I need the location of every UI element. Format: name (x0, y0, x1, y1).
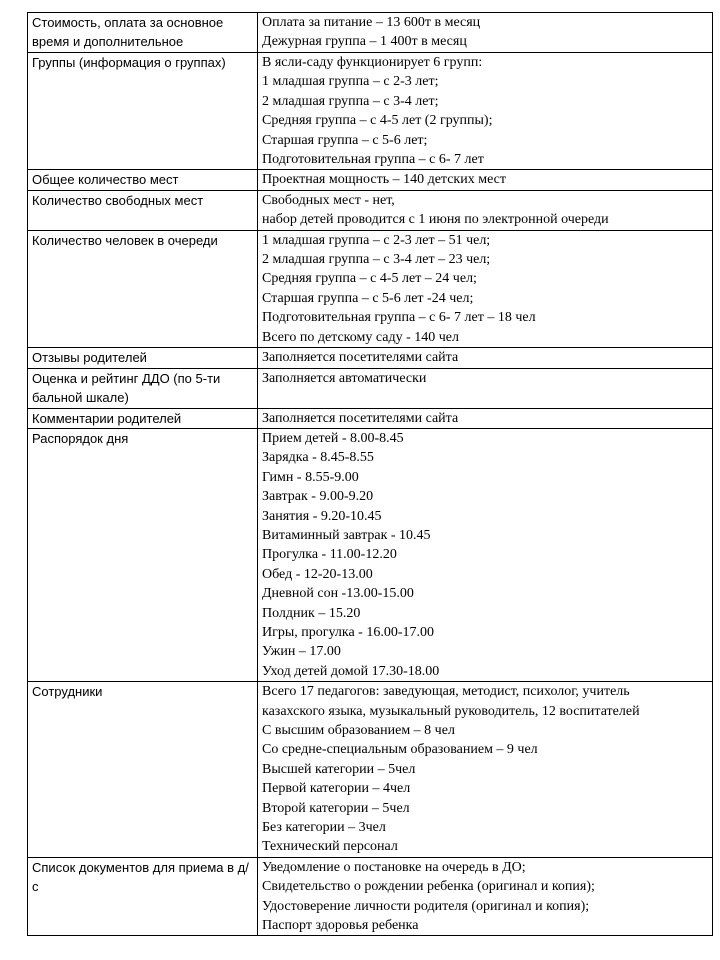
info-table (27, 12, 713, 936)
value-line: 2 младшая группа – с 3-4 лет; (262, 93, 439, 109)
value-line: С высшим образованием – 8 чел (262, 723, 455, 738)
value-line: Игры, прогулка - 16.00-17.00 (262, 624, 434, 640)
value-line: Полдник – 15.20 (262, 605, 361, 621)
value-line: Заполняется посетителями сайта (262, 350, 459, 366)
row-value (258, 170, 713, 190)
value-line: Средняя группа – с 4-5 лет (2 группы); (262, 113, 493, 129)
value-line: 1 младшая группа – с 2-3 лет – 51 чел; (262, 232, 491, 248)
value-line: Зарядка - 8.45-8.55 (262, 450, 374, 466)
value-line: Заполняется посетителями сайта (262, 410, 459, 426)
value-line: 1 младшая группа – с 2-3 лет; (262, 74, 439, 90)
row-value (258, 53, 713, 170)
table-row (28, 13, 713, 53)
row-value (258, 13, 713, 53)
table-row (28, 857, 713, 936)
row-label: Оценка и рейтинг ДДО (по 5-ти бальной шкале) (28, 368, 258, 408)
row-value (258, 857, 713, 936)
table-row (28, 408, 713, 428)
row-label: Количество свободных мест (28, 190, 258, 230)
value-line: Старшая группа – с 5-6 лет -24 чел; (262, 290, 474, 306)
value-line: Дневной сон -13.00-15.00 (262, 586, 414, 602)
row-value (258, 682, 713, 858)
value-line: Средняя группа – с 4-5 лет – 24 чел; (262, 271, 477, 287)
value-line: Уход детей домой 17.30-18.00 (262, 663, 440, 679)
row-label: Комментарии родителей (28, 408, 258, 428)
row-label: Стоимость, оплата за основное время и дополнительное (28, 13, 258, 53)
value-line: казахского языка, музыкальный руководитель, 12 воспитателей (262, 703, 640, 719)
value-line: Подготовительная группа – с 6- 7 лет (262, 152, 484, 168)
value-line: Подготовительная группа – с 6- 7 лет – 18 чел (262, 310, 536, 326)
value-line: Обед - 12-20-13.00 (262, 566, 373, 582)
value-line: Занятия - 9.20-10.45 (262, 508, 382, 524)
table-row (28, 53, 713, 170)
row-value (258, 368, 713, 408)
value-line: Уведомление о постановке на очередь в ДО; (262, 859, 526, 875)
value-line: Заполняется автоматически (262, 370, 427, 386)
value-line: Прием детей - 8.00-8.45 (262, 430, 404, 446)
value-line: Всего 17 педагогов: заведующая, методист, психолог, учитель (262, 684, 630, 700)
value-line: В ясли-саду функционирует 6 групп: (262, 55, 483, 70)
value-line: Прогулка - 11.00-12.20 (262, 547, 397, 563)
value-line: Первой категории – 4чел (262, 781, 411, 797)
table-row (28, 368, 713, 408)
table-row (28, 190, 713, 230)
value-line: Оплата за питание – 13 600т в месяц (262, 15, 481, 30)
row-value (258, 348, 713, 368)
value-line: Со средне-специальным образованием – 9 чел (262, 742, 538, 758)
table-row (28, 230, 713, 347)
table-row (28, 682, 713, 858)
row-label: Общее количество мест (28, 170, 258, 190)
value-line: Проектная мощность – 140 детских мест (262, 172, 506, 188)
value-line: набор детей проводится с 1 июня по электронной очереди (262, 212, 609, 228)
table-row (28, 170, 713, 190)
row-value (258, 408, 713, 428)
value-line: Технический персонал (262, 839, 398, 855)
value-line: Второй категории – 5чел (262, 800, 410, 816)
value-line: Удостоверение личности родителя (оригинал и копия); (262, 898, 590, 914)
value-line: 2 младшая группа – с 3-4 лет – 23 чел; (262, 252, 491, 268)
value-line: Высшей категории – 5чел (262, 761, 416, 777)
value-line: Старшая группа – с 5-6 лет; (262, 132, 428, 148)
row-value (258, 230, 713, 347)
value-line: Ужин – 17.00 (262, 644, 341, 660)
value-line: Свободных мест - нет, (262, 192, 395, 208)
row-value (258, 190, 713, 230)
value-line: Витаминный завтрак - 10.45 (262, 527, 431, 543)
row-label: Количество человек в очереди (28, 230, 258, 347)
row-label: Группы (информация о группах) (28, 53, 258, 170)
table-row (28, 348, 713, 368)
value-line: Дежурная группа – 1 400т в месяц (262, 34, 467, 50)
row-label: Список документов для приема в д/с (28, 857, 258, 936)
row-label: Отзывы родителей (28, 348, 258, 368)
row-value (258, 428, 713, 681)
value-line: Паспорт здоровья ребенка (262, 918, 419, 934)
value-line: Без категории – 3чел (262, 820, 386, 836)
row-label: Распорядок дня (28, 428, 258, 681)
value-line: Всего по детскому саду - 140 чел (262, 329, 459, 345)
value-line: Завтрак - 9.00-9.20 (262, 489, 374, 505)
row-label: Сотрудники (28, 682, 258, 858)
value-line: Свидетельство о рождении ребенка (оригинал и копия); (262, 879, 595, 895)
info-table-body (28, 13, 713, 936)
value-line: Гимн - 8.55-9.00 (262, 469, 359, 485)
table-row (28, 428, 713, 681)
